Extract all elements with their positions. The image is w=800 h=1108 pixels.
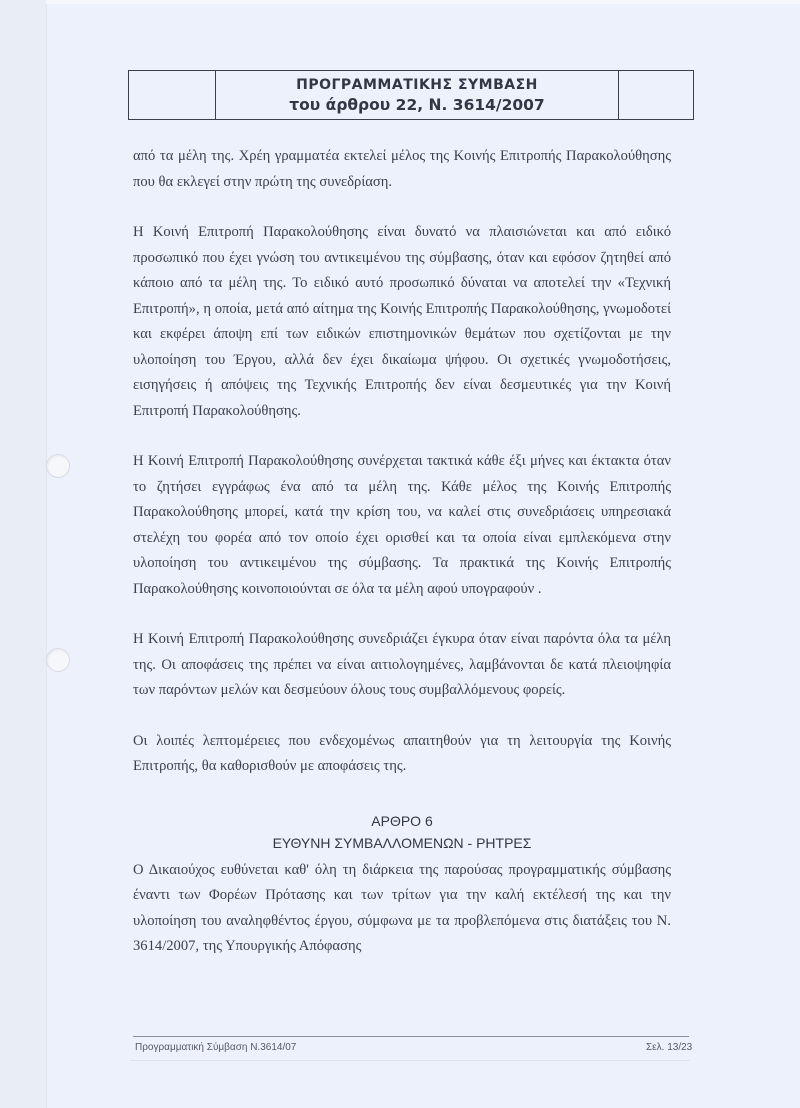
body-paragraph: Η Κοινή Επιτροπή Παρακολούθησης συνέρχεται τακτικά κάθε έξι μήνες και έκτακτα όταν το ζητήσει εγγράφως ένα από τα μέλη της. Κάθε μέλος της Κοινής Επιτροπής Παρακολούθησης μπορεί, κατά την κρίση του, να καλεί στις συνεδριάσεις υπηρεσιακά στελέχη του φορέα από τον οποίο έχει ορισθεί και τα οποία είναι εμπλεκόμενα στην υλοποίηση του αντικειμένου της σύμβασης. Τα πρακτικά της Κοινής Επιτροπής Παρακολούθησης κοινοποιούνται σε όλα τα μέλη αφού υπογραφούν . (133, 453, 671, 597)
header-title-line2: του άρθρου 22, Ν. 3614/2007 (289, 96, 545, 114)
scan-bottom-line (130, 1060, 690, 1061)
footer-document-name: Προγραμματική Σύμβαση Ν.3614/07 (135, 1042, 297, 1053)
document-body (133, 144, 671, 960)
article-paragraph: Ο Δικαιούχος ευθύνεται καθ' όλη τη διάρκεια της παρούσας προγραμματικής σύμβασης έναντι των Φορέων Πρότασης και των τρίτων για την καλή εκτέλεσή της και την υλοποίηση του αναληφθέντος έργου, σύμφωνα με τα προβλεπόμενα στις διατάξεις του Ν. 3614/2007, της Υπουργικής Απόφασης (133, 861, 671, 954)
header-cell-left (129, 71, 216, 119)
document-header-box (128, 70, 694, 120)
scan-left-edge (0, 0, 47, 1108)
article-number: ΑΡΘΡΟ 6 (371, 812, 433, 829)
article-title: ΕΥΘΥΝΗ ΣΥΜΒΑΛΛΟΜΕΝΩΝ - ΡΗΤΡΕΣ (272, 834, 532, 851)
header-title (216, 71, 618, 119)
body-paragraph: από τα μέλη της. Χρέη γραμματέα εκτελεί μέλος της Κοινής Επιτροπής Παρακολούθησης που θα εκλεγεί στην πρώτη της συνεδρίαση. (133, 148, 671, 190)
punch-hole (46, 648, 70, 672)
body-paragraph: Οι λοιπές λεπτομέρειες που ενδεχομένως απαιτηθούν για τη λειτουργία της Κοινής Επιτροπής, θα καθορισθούν με αποφάσεις της. (133, 732, 671, 774)
footer-divider (133, 1036, 689, 1037)
body-paragraph: Η Κοινή Επιτροπή Παρακολούθησης είναι δυνατό να πλαισιώνεται και από ειδικό προσωπικό που έχει γνώση του αντικειμένου της σύμβασης, όταν και εφόσον ζητηθεί από κάποιο από τα μέλη της. Το ειδικό αυτό προσωπικό δύναται να αποτελεί την «Τεχνική Επιτροπή», η οποία, μετά από αίτημα της Κοινής Επιτροπής Παρακολούθησης, γνωμοδοτεί και εκφέρει άποψη επί των ειδικών επιστημονικών θεμάτων που σχετίζονται με την υλοποίηση του Έργου, αλλά δεν έχει δικαίωμα ψήφου. Οι σχετικές γνωμοδοτήσεις, εισηγήσεις ή απόψεις της Τεχνικής Επιτροπής δεν είναι δεσμευτικές για την Κοινή Επιτροπή Παρακολούθησης. (133, 224, 671, 419)
scan-top-edge (46, 0, 800, 4)
header-cell-right (618, 71, 693, 119)
body-paragraph: Η Κοινή Επιτροπή Παρακολούθησης συνεδριάζει έγκυρα όταν είναι παρόντα όλα τα μέλη της. Οι αποφάσεις της πρέπει να είναι αιτιολογημένες, λαμβάνονται δε κατά πλειοψηφία των παρόντων μελών και δεσμεύουν όλους τους συμβαλλόμενους φορείς. (133, 631, 671, 698)
punch-hole (46, 454, 70, 478)
header-title-line1: ΠΡΟΓΡΑΜΜΑΤΙΚΗΣ ΣΥΜΒΑΣΗ (296, 77, 538, 93)
footer-page-number: Σελ. 13/23 (646, 1042, 693, 1053)
